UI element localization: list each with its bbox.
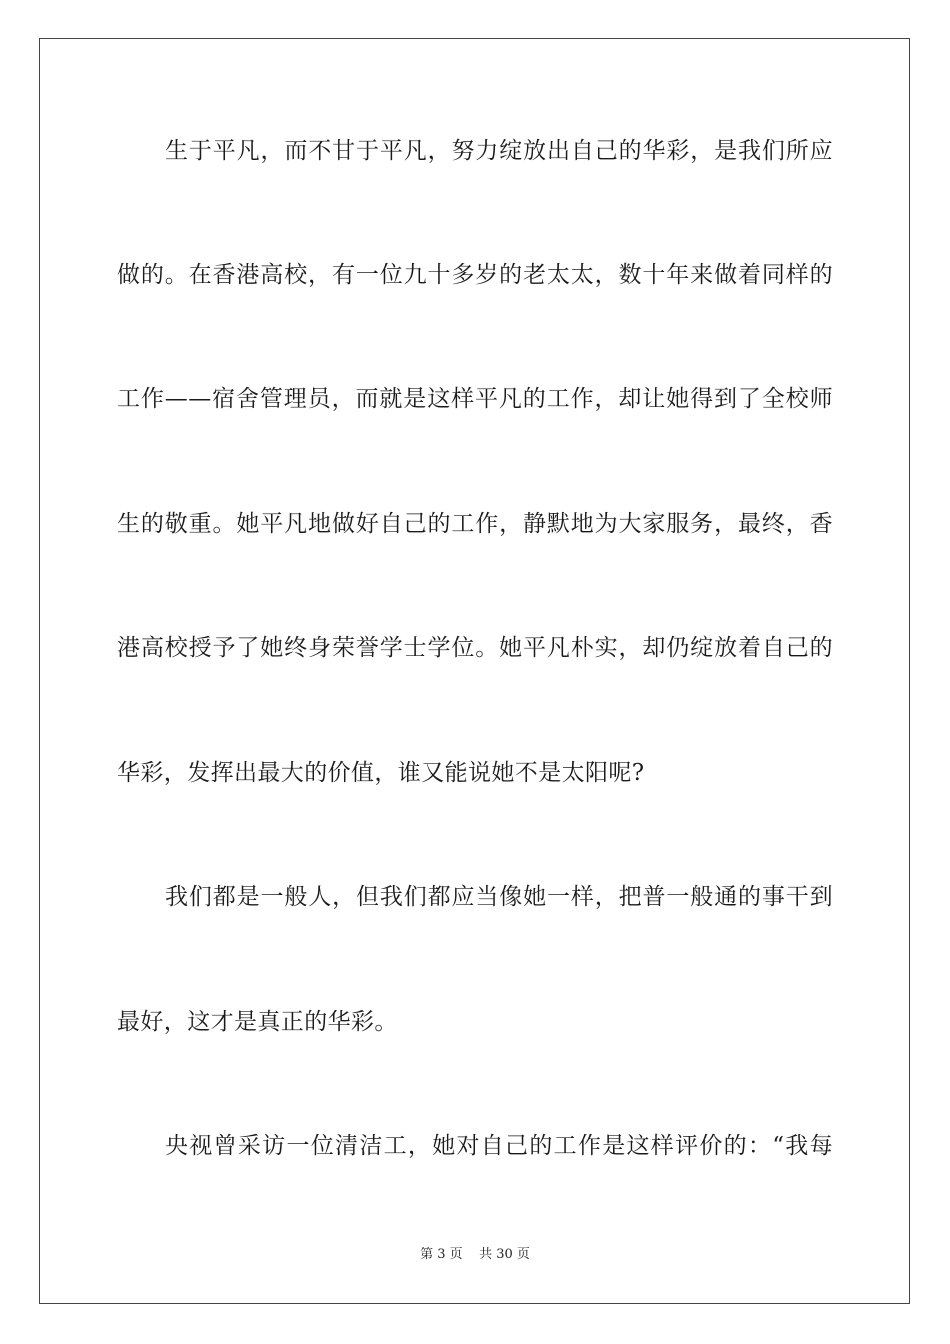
paragraph-3-line-1: 央视曾采访一位清洁工，她对自己的工作是这样评价的：“我每 bbox=[165, 1133, 833, 1159]
paragraph-2-line-2: 最好，这才是真正的华彩。 bbox=[117, 1009, 398, 1035]
paragraph-1-line-2: 做的。在香港高校，有一位九十多岁的老太太，数十年来做着同样的 bbox=[117, 262, 833, 288]
paragraph-1-line-4: 生的敬重。她平凡地做好自己的工作，静默地为大家服务，最终，香 bbox=[117, 511, 833, 537]
paragraph-2-line-1: 我们都是一般人，但我们都应当像她一样，把普一般通的事干到 bbox=[165, 884, 833, 910]
page-border bbox=[39, 38, 910, 1304]
paragraph-1-line-6: 华彩，发挥出最大的价值，谁又能说她不是太阳呢? bbox=[117, 760, 645, 786]
paragraph-1-line-1: 生于平凡，而不甘于平凡，努力绽放出自己的华彩，是我们所应 bbox=[165, 138, 833, 164]
page-number-footer: 第 3 页 共 30 页 bbox=[420, 1247, 530, 1262]
paragraph-1-line-3: 工作——宿舍管理员，而就是这样平凡的工作，却让她得到了全校师 bbox=[117, 386, 833, 412]
paragraph-1-line-5: 港高校授予了她终身荣誉学士学位。她平凡朴实，却仍绽放着自己的 bbox=[117, 635, 833, 661]
